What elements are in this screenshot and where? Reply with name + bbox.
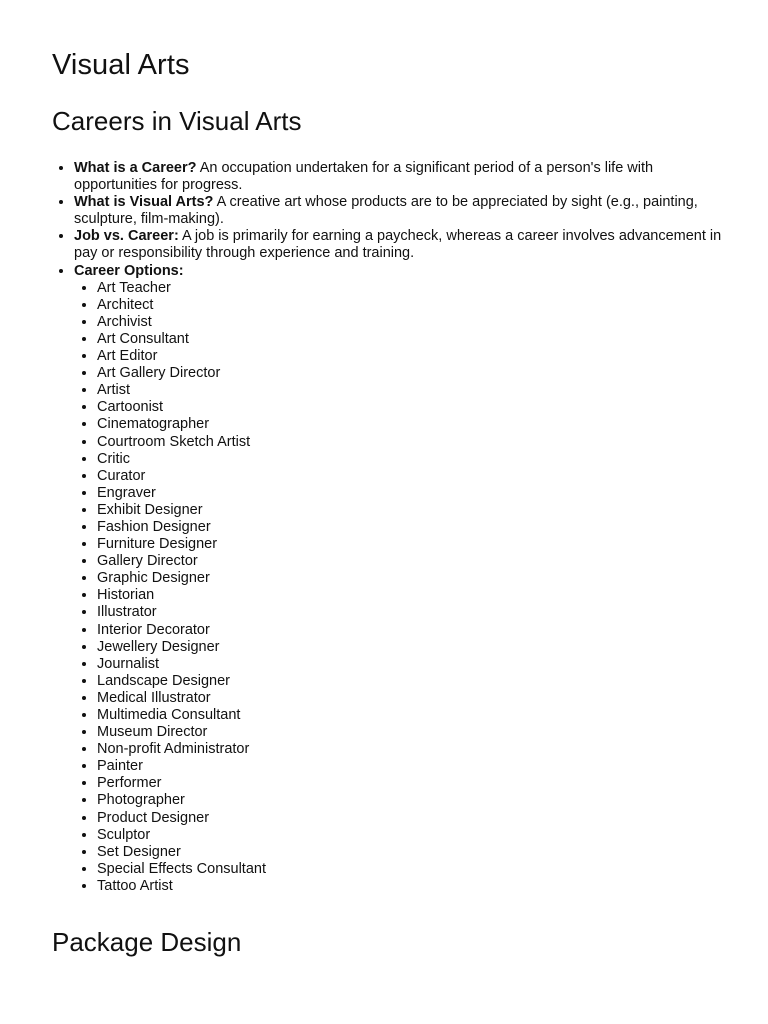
career-option-item: • Sculptor — [97, 827, 734, 844]
career-options-list — [74, 280, 734, 895]
career-option-item: • Curator — [97, 468, 734, 485]
definition-text: A job is primarily for earning a paycheck, whereas a career involves advancement in pay or responsibility through experience and training. — [74, 228, 722, 262]
career-option-item: • Jewellery Designer — [97, 639, 734, 656]
career-option-item: • Critic — [97, 451, 734, 468]
career-option-item: • Interior Decorator — [97, 622, 734, 639]
career-option-item: • Art Gallery Director — [97, 365, 734, 382]
career-option-item: • Courtroom Sketch Artist — [97, 434, 734, 451]
career-options-item — [74, 263, 734, 895]
career-option-item: • Fashion Designer — [97, 519, 734, 536]
page-title: Visual Arts — [52, 49, 190, 81]
career-option-item: • Product Designer — [97, 810, 734, 827]
career-option-item: • Performer — [97, 775, 734, 792]
career-option-item: • Journalist — [97, 656, 734, 673]
career-option-item: • Landscape Designer — [97, 673, 734, 690]
career-option-item: • Tattoo Artist — [97, 878, 734, 895]
career-option-item: • Cartoonist — [97, 399, 734, 416]
career-option-item: • Gallery Director — [97, 553, 734, 570]
career-option-item: • Cinematographer — [97, 416, 734, 433]
career-option-item: • Artist — [97, 382, 734, 399]
career-option-item: • Museum Director — [97, 724, 734, 741]
definition-text: A creative art whose products are to be appreciated by sight (e.g., painting, sculpture, film-making). — [74, 194, 698, 228]
career-option-item: • Engraver — [97, 485, 734, 502]
career-option-item: • Multimedia Consultant — [97, 707, 734, 724]
career-option-item: • Special Effects Consultant — [97, 861, 734, 878]
section-heading-package-design: Package Design — [52, 927, 242, 957]
definition-term: What is Visual Arts? — [74, 194, 214, 211]
career-option-item: • Architect — [97, 297, 734, 314]
career-option-item: • Furniture Designer — [97, 536, 734, 553]
career-option-item: • Art Editor — [97, 348, 734, 365]
career-option-item: • Art Teacher — [97, 280, 734, 297]
career-option-item: • Art Consultant — [97, 331, 734, 348]
career-option-item: • Historian — [97, 587, 734, 604]
career-option-item: • Exhibit Designer — [97, 502, 734, 519]
career-option-item: • Illustrator — [97, 604, 734, 621]
career-option-item: • Photographer — [97, 792, 734, 809]
career-options-label: Career Options: — [74, 262, 184, 279]
career-option-item: • Non-profit Administrator — [97, 741, 734, 758]
career-option-item: • Painter — [97, 758, 734, 775]
section-heading-careers: Careers in Visual Arts — [52, 106, 302, 136]
career-option-item: • Archivist — [97, 314, 734, 331]
definition-item-career — [74, 160, 734, 194]
career-option-item: • Set Designer — [97, 844, 734, 861]
definition-text: An occupation undertaken for a significant period of a person's life with opportunities for progress. — [74, 160, 654, 194]
career-option-item: • Medical Illustrator — [97, 690, 734, 707]
definition-term: Job vs. Career: — [74, 228, 179, 245]
careers-list — [52, 160, 734, 895]
career-option-item: • Graphic Designer — [97, 570, 734, 587]
definition-item-job-vs-career — [74, 228, 734, 262]
definition-term: What is a Career? — [74, 160, 197, 176]
definition-item-visual-arts — [74, 194, 734, 228]
